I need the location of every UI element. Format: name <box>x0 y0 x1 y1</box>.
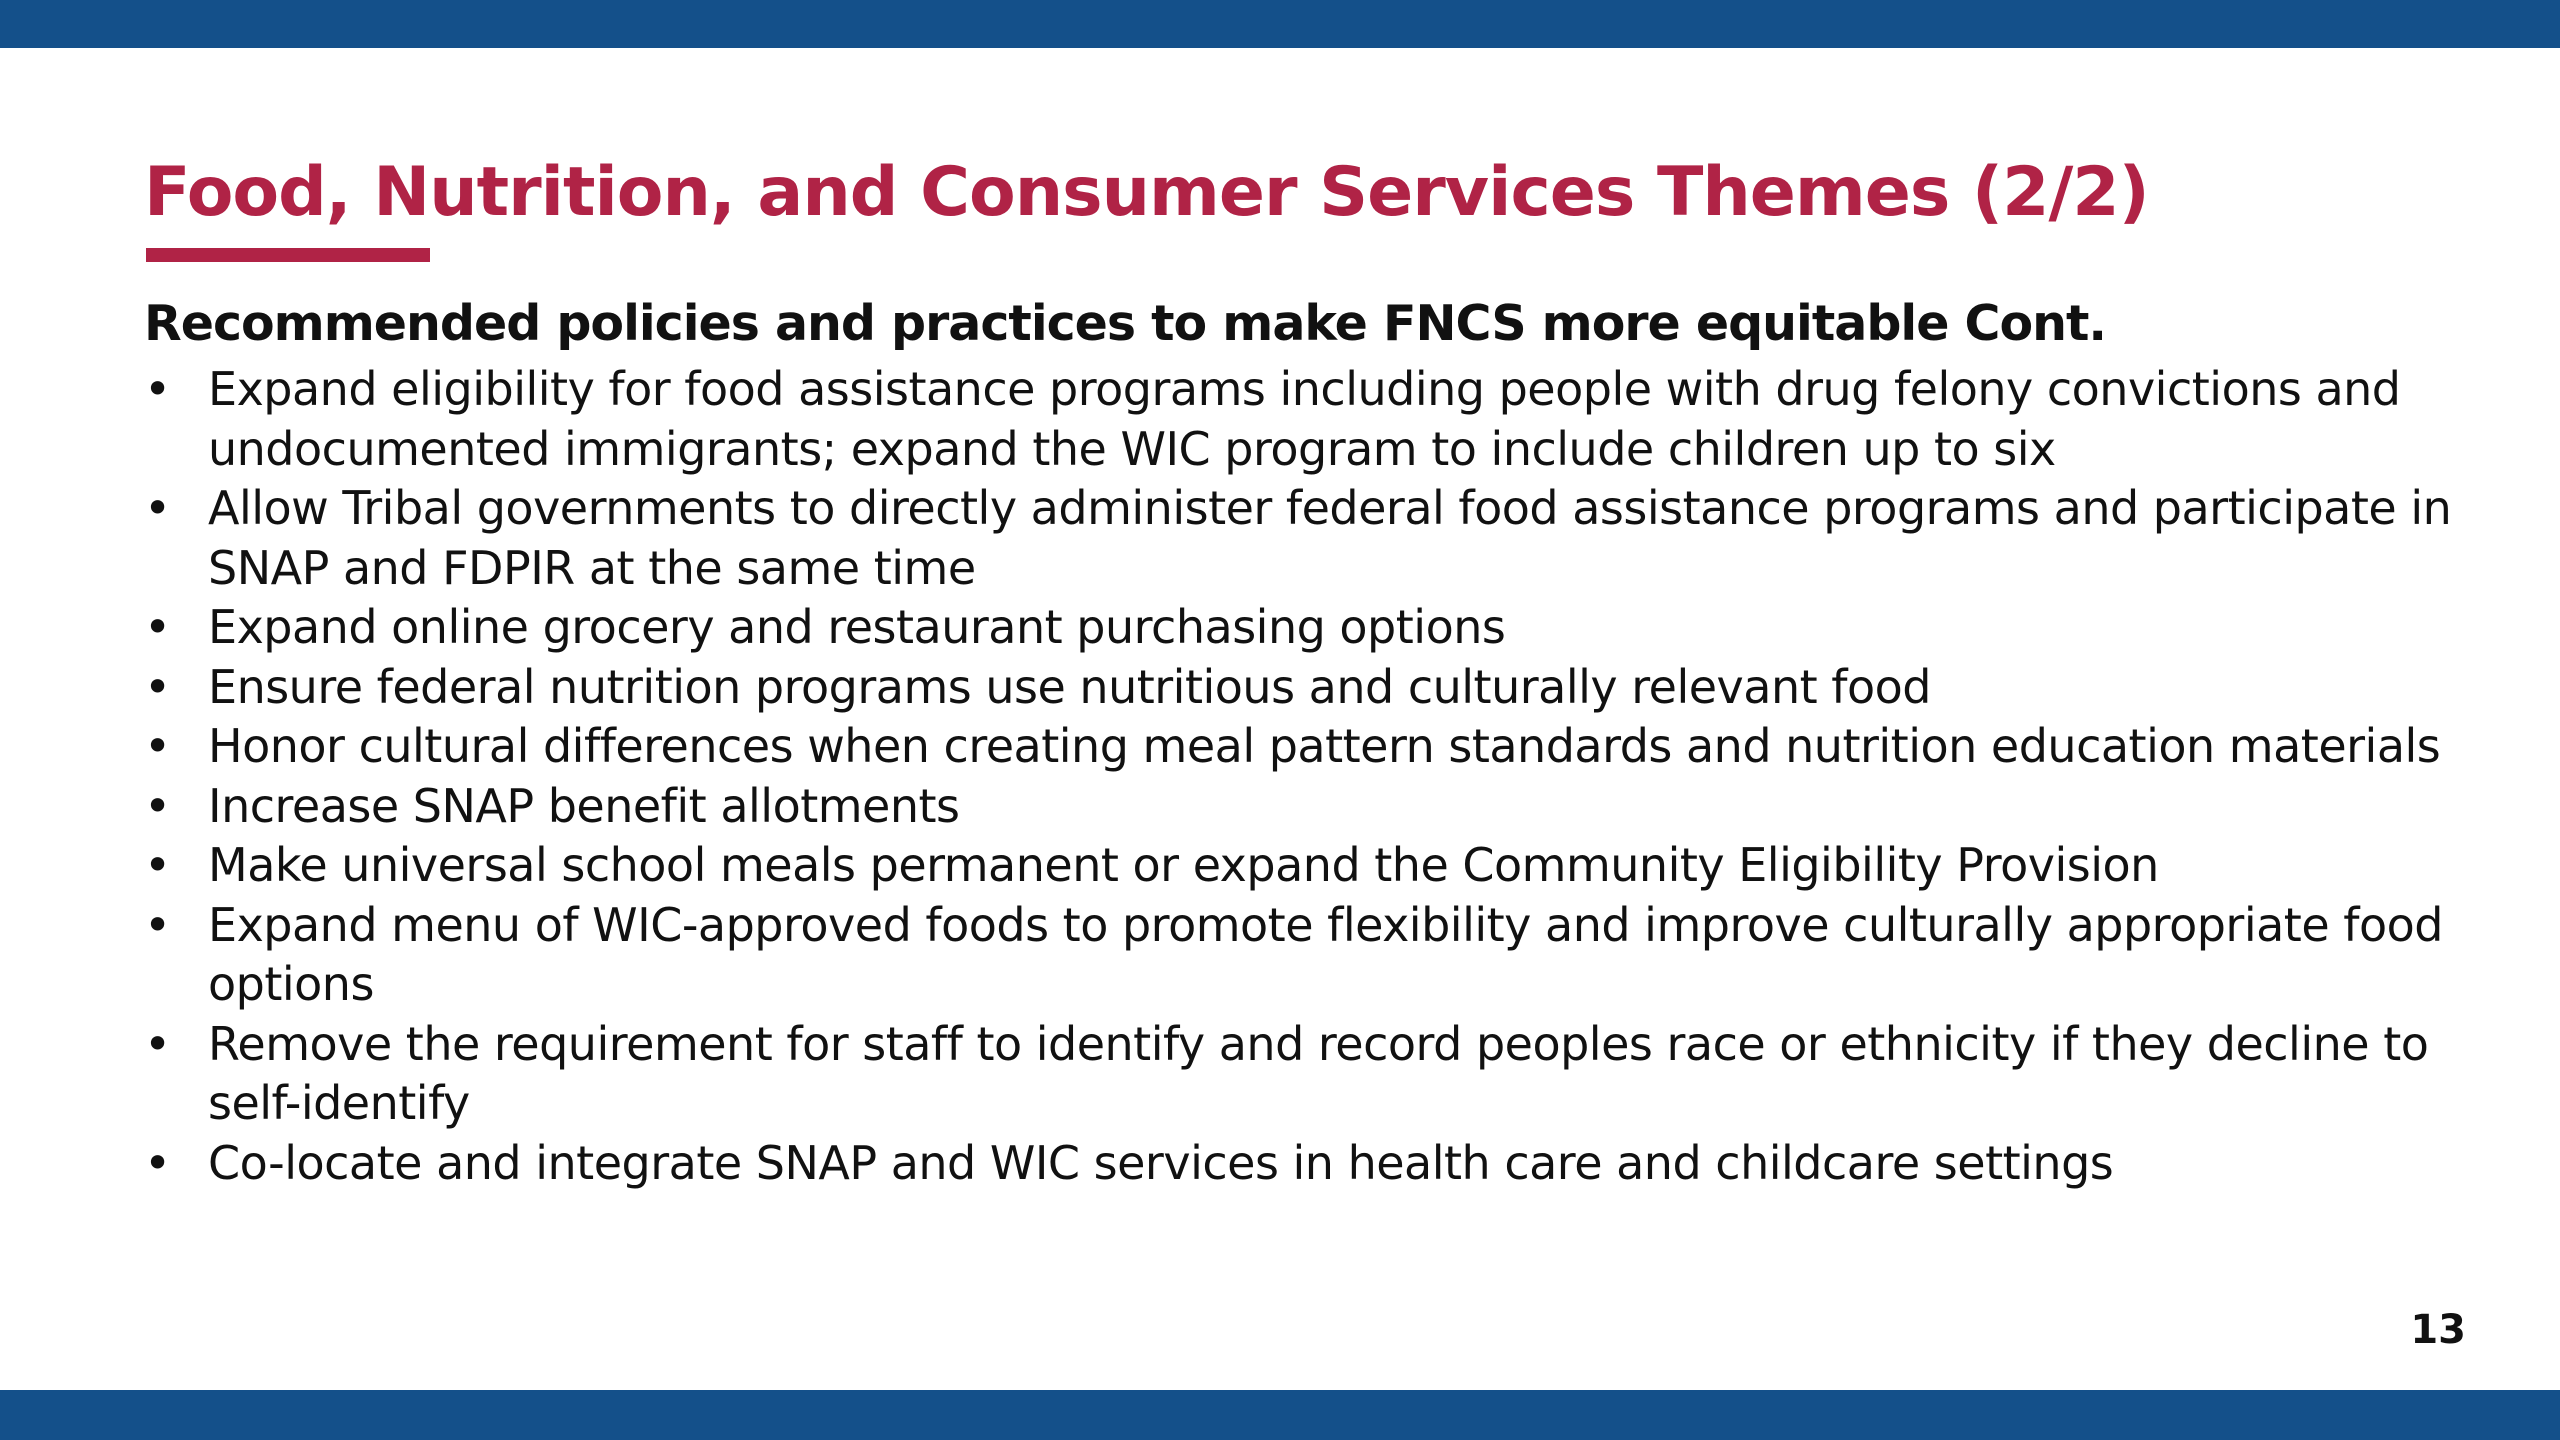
bottom-banner <box>0 1390 2560 1440</box>
bullet-item <box>144 896 2484 1015</box>
bullet-item <box>144 777 2484 837</box>
bullet-text: Ensure federal nutrition programs use nutritious and culturally relevant food <box>208 659 1931 714</box>
bullet-item <box>144 1015 2484 1134</box>
bullet-marker: • <box>144 897 171 952</box>
bullet-text: Expand online grocery and restaurant purchasing options <box>208 600 1506 654</box>
bullet-marker: • <box>144 600 171 654</box>
bullet-marker: • <box>144 838 171 892</box>
slide-subheading: Recommended policies and practices to make FNCS more equitable Cont. <box>144 295 2107 352</box>
bullet-text: Increase SNAP benefit allotments <box>208 778 960 833</box>
bullet-item <box>144 1134 2484 1194</box>
bullet-marker: • <box>144 659 171 714</box>
bullet-text: Allow Tribal governments to directly administer federal food assistance programs and participate in SNAP and FDPIR at the same time <box>208 481 2452 595</box>
bullet-marker: • <box>144 362 171 416</box>
bullet-item <box>144 360 2484 479</box>
bullet-marker: • <box>144 719 171 773</box>
slide-title: Food, Nutrition, and Consumer Services Themes (2/2) <box>144 153 2149 232</box>
bullet-item <box>144 598 2484 658</box>
bullet-text: Honor cultural differences when creating meal pattern standards and nutrition education materials <box>208 719 2441 773</box>
bullet-text: Expand menu of WIC-approved foods to promote flexibility and improve culturally appropriate food options <box>208 897 2443 1011</box>
bullet-list <box>144 360 2484 1193</box>
bullet-item <box>144 836 2484 896</box>
bullet-marker: • <box>144 1135 171 1190</box>
bullet-item <box>144 479 2484 598</box>
bullet-text: Co-locate and integrate SNAP and WIC services in health care and childcare settings <box>208 1135 2114 1190</box>
bullet-item <box>144 658 2484 718</box>
bullet-text: Remove the requirement for staff to identify and record peoples race or ethnicity if they decline to self-identify <box>208 1016 2429 1130</box>
top-banner <box>0 0 2560 48</box>
page-number: 13 <box>2410 1307 2466 1353</box>
bullet-marker: • <box>144 778 171 833</box>
bullet-text: Expand eligibility for food assistance programs including people with drug felony convictions and undocumented immigrants; expand the WIC program to include children up to six <box>208 362 2401 476</box>
bullet-marker: • <box>144 1016 171 1071</box>
bullet-marker: • <box>144 481 171 535</box>
title-underline <box>146 248 430 262</box>
bullet-text: Make universal school meals permanent or expand the Community Eligibility Provision <box>208 838 2159 892</box>
bullet-item <box>144 717 2484 777</box>
